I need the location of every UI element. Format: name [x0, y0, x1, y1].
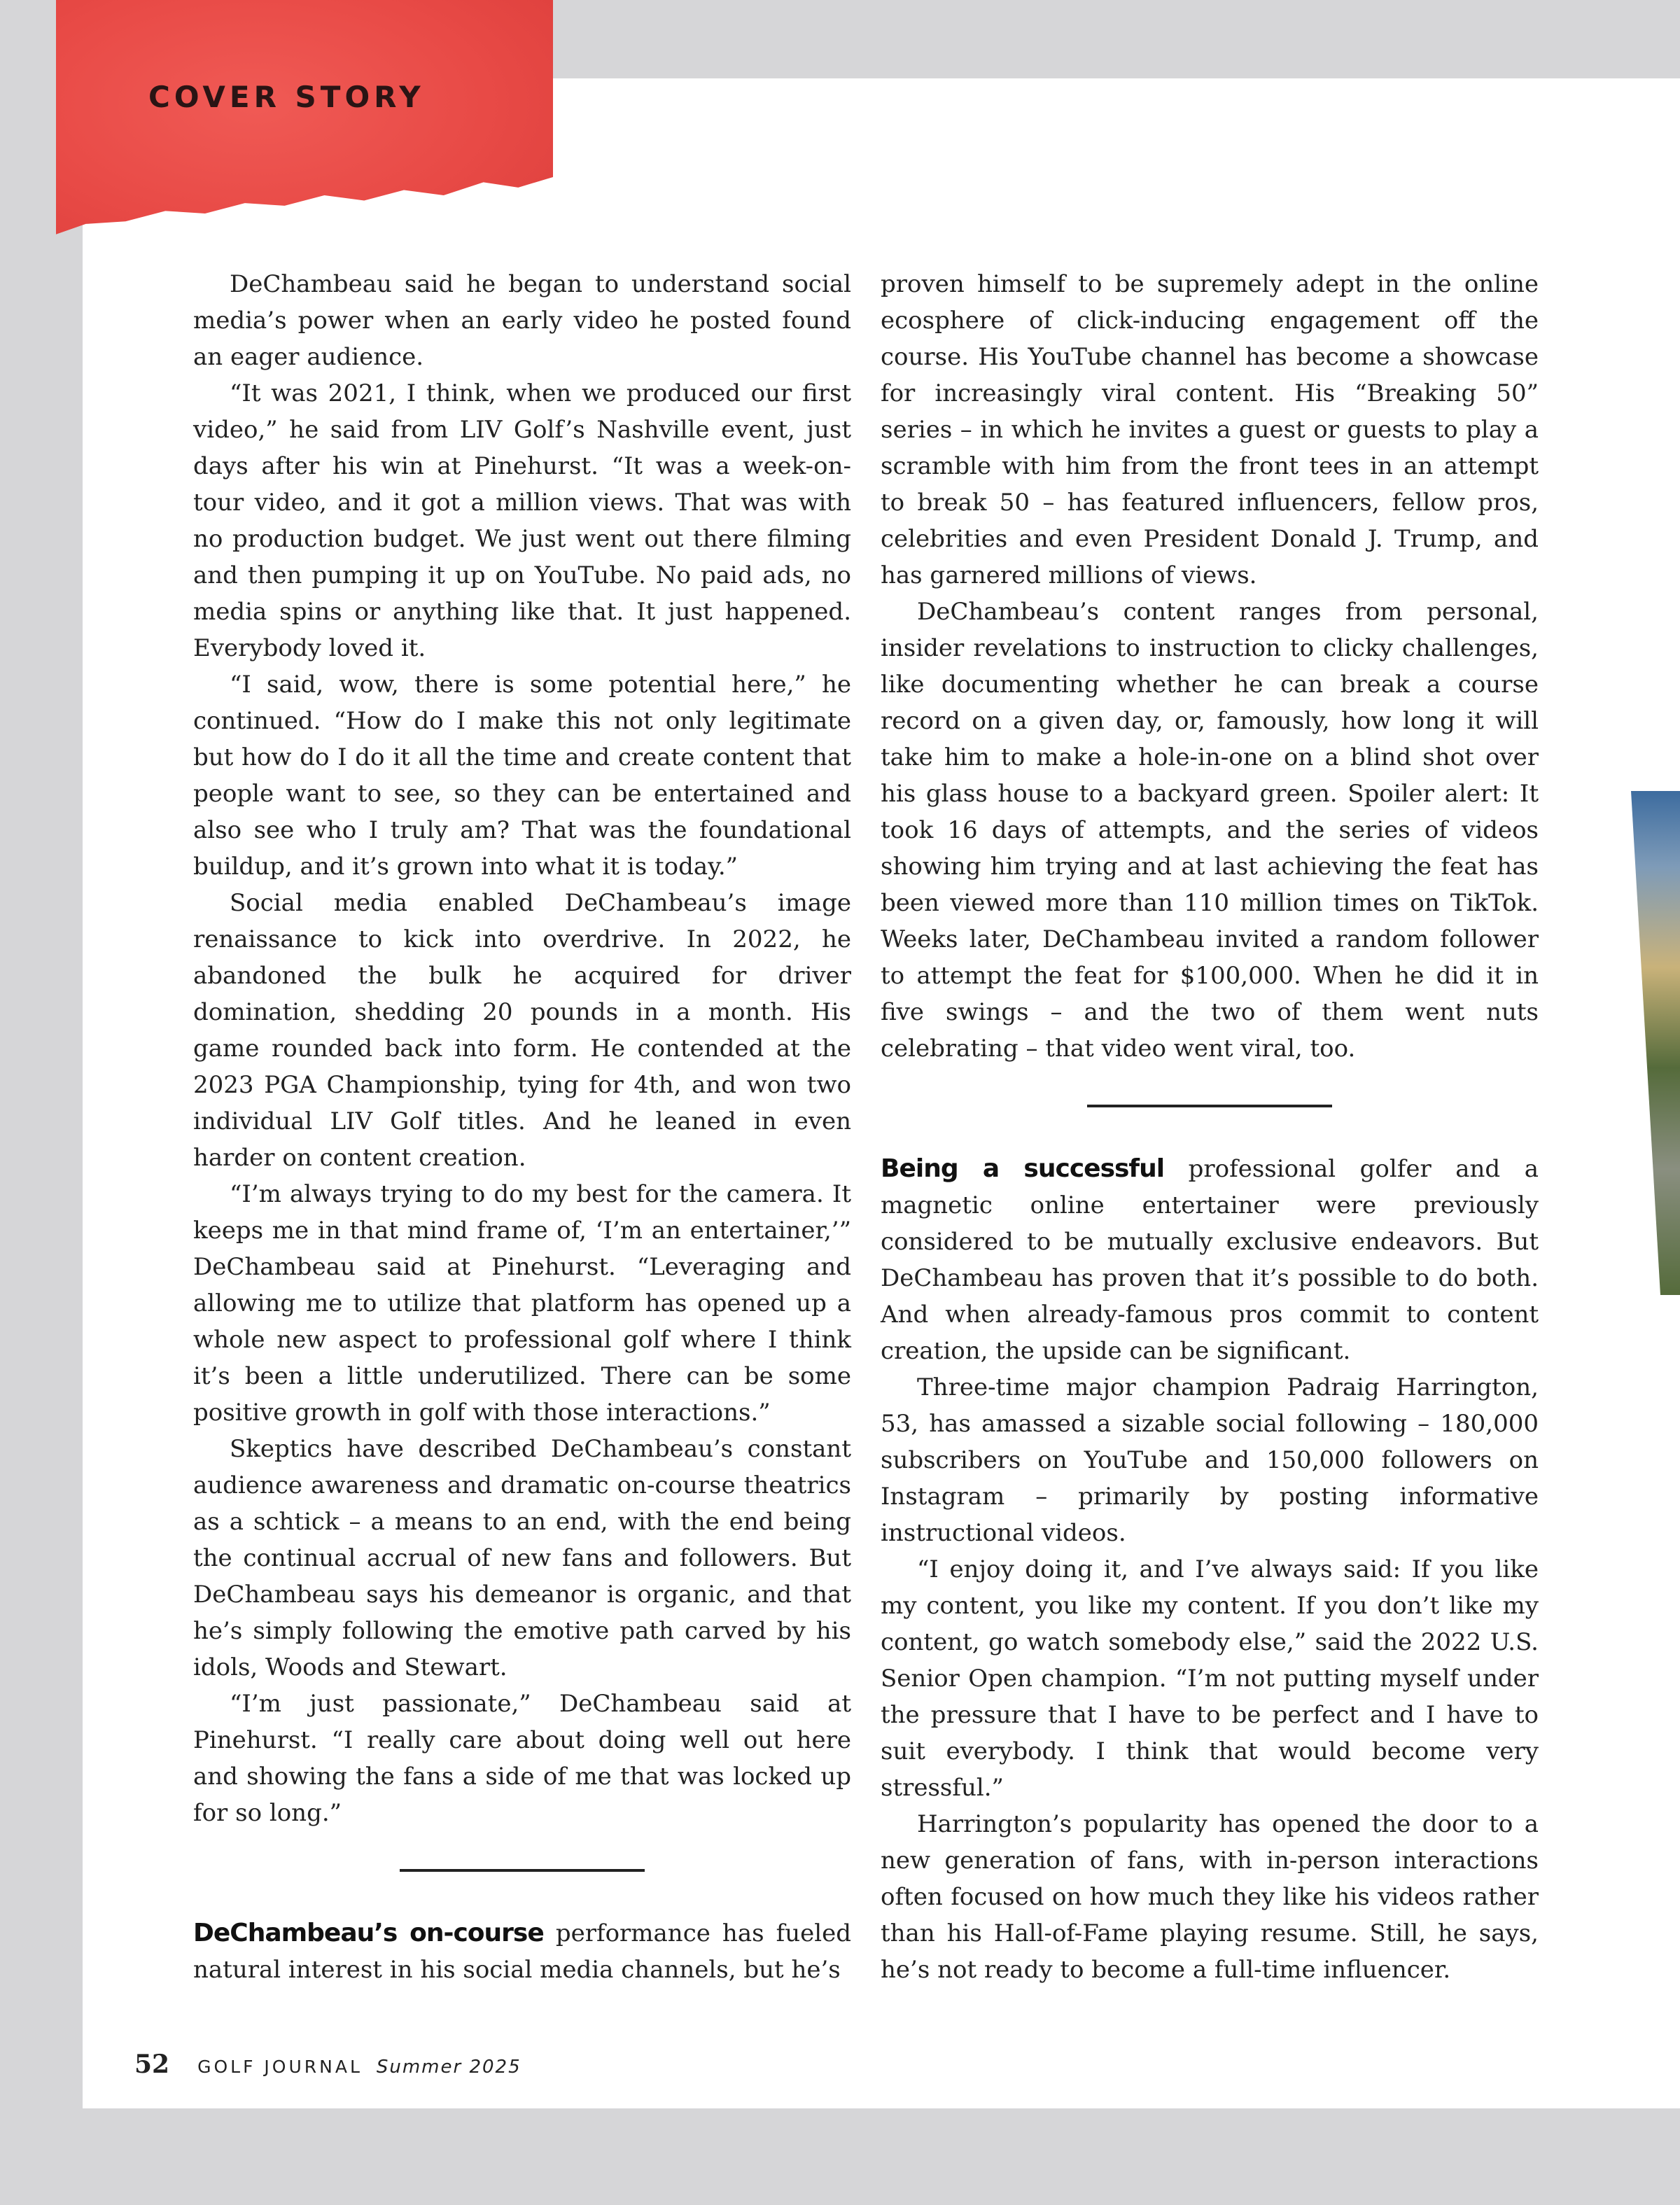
paragraph: Harrington’s popularity has opened the door to a new generation of fans, with in-person interactions often focused on how much they like his videos rather than his Hall-of-Fame playing resume. Still, he says, he’s not ready to become a full-time influencer. [881, 1810, 1539, 1984]
section-lead-text: performance has fueled natural interest in his social media channels, but he’s [193, 1919, 851, 1984]
section-leadin: Being a successful [881, 1154, 1165, 1183]
paragraph: proven himself to be supremely adept in the online ecosphere of click-inducing engagement off the course. His YouTube channel has become a showcase for increasingly viral content. His “Breaking 50” series – in which he invites a guest or guests to play a scramble with him from the front tees in an attempt to break 50 – has featured influencers, fellow pros, celebrities and even President Donald J. Trump, and has garnered millions of views. [881, 270, 1539, 589]
issue-date: Summer 2025 [376, 2057, 522, 2078]
section-lead-text: professional golfer and a magnetic online entertainer were previously considered to be mutually exclusive endeavors. But DeChambeau has proven that it’s possible to do both. And when already-famous pros commit to content creation, the upside can be significant. [881, 1155, 1539, 1365]
article-column-left [193, 266, 851, 1988]
paragraph: “I’m just passionate,” DeChambeau said at Pinehurst. “I really care about doing well out here and showing the fans a side of me that was locked up for so long.” [193, 1690, 851, 1827]
section-lead-paragraph [193, 1915, 851, 1988]
page-number: 52 [134, 2050, 170, 2079]
paragraph: Social media enabled DeChambeau’s image renaissance to kick into overdrive. In 2022, he abandoned the bulk he acquired for driver domination, shedding 20 pounds in a month. His game rounded back into form. He contended at the 2023 PGA Championship, tying for 4th, and won two individual LIV Golf titles. And he leaned in even harder on content creation. [193, 889, 851, 1172]
paragraph: DeChambeau’s content ranges from personal, insider revelations to instruction to clicky challenges, like documenting whether he can break a course record on a given day, or, famously, how long it will take him to make a hole-in-one on a blind shot over his glass house to a backyard green. Spoiler alert: It took 16 days of attempts, and the series of videos showing him trying and at last achieving the feat has been viewed more than 110 million times on TikTok. Weeks later, DeChambeau invited a random follower to attempt the feat for $100,000. When he did it in five swings – and the two of them went nuts celebrating – that video went viral, too. [881, 598, 1539, 1063]
section-divider [1087, 1105, 1332, 1107]
page-footer [134, 2050, 522, 2079]
paragraph: “It was 2021, I think, when we produced our first video,” he said from LIV Golf’s Nashville event, just days after his win at Pinehurst. “It was a week-on-tour video, and it got a million views. That was with no production budget. We just went out there filming and then pumping it up on YouTube. No paid ads, no media spins or anything like that. It just happened. Everybody loved it. [193, 379, 851, 662]
article-column-right [881, 266, 1539, 1988]
section-leadin: DeChambeau’s on-course [193, 1919, 544, 1947]
section-divider [400, 1869, 645, 1872]
section-label: COVER STORY [148, 80, 425, 114]
paragraph: “I enjoy doing it, and I’ve always said: If you like my content, you like my content. If you don’t like my content, go watch somebody else,” said the 2022 U.S. Senior Open champion. “I’m not putting myself under the pressure that I have to be perfect and I have to suit everybody. I think that would become very stressful.” [881, 1555, 1539, 1802]
section-lead-paragraph [881, 1151, 1539, 1369]
paragraph: DeChambeau said he began to understand social media’s power when an early video he posted found an eager audience. [193, 270, 851, 371]
paragraph: “I said, wow, there is some potential here,” he continued. “How do I make this not only legitimate but how do I do it all the time and create content that people want to see, so they can be entertained and also see who I truly am? That was the foundational buildup, and it’s grown into what it is today.” [193, 671, 851, 881]
paragraph: Three-time major champion Padraig Harrington, 53, has amassed a sizable social following – 180,000 subscribers on YouTube and 150,000 followers on Instagram – primarily by posting informative instructional videos. [881, 1373, 1539, 1547]
publication-name: GOLF JOURNAL [197, 2057, 363, 2077]
paragraph: “I’m always trying to do my best for the camera. It keeps me in that mind frame of, ‘I’m an entertainer,’” DeChambeau said at Pinehurst. “Leveraging and allowing me to utilize that platform has opened up a whole new aspect to professional golf where I think it’s been a little underutilized. There can be some positive growth in golf with those interactions.” [193, 1180, 851, 1427]
paragraph: Skeptics have described DeChambeau’s constant audience awareness and dramatic on-course theatrics as a schtick – a means to an end, with the end being the continual accrual of new fans and followers. But DeChambeau says his demeanor is organic, and that he’s simply following the emotive path carved by his idols, Woods and Stewart. [193, 1435, 851, 1681]
